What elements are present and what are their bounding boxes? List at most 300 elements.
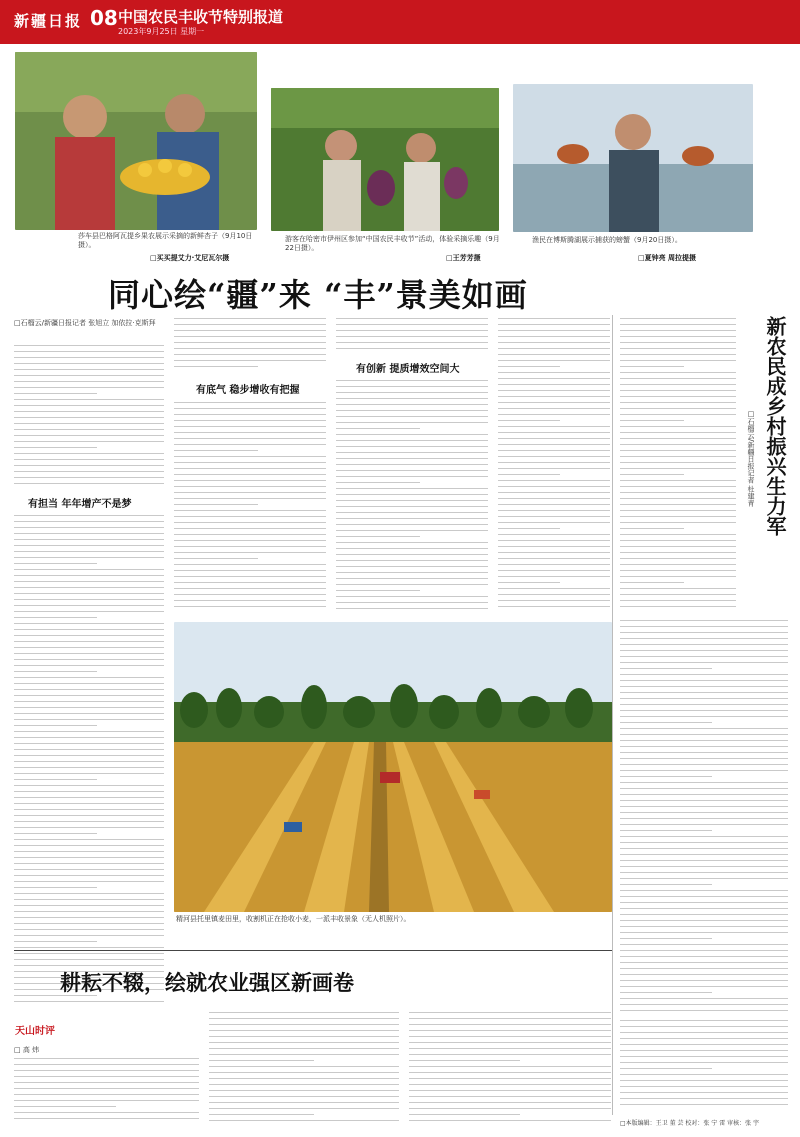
text-line <box>209 1066 399 1067</box>
text-line <box>620 492 736 493</box>
text-line <box>498 558 610 559</box>
text-line <box>14 575 164 576</box>
text-line <box>14 629 164 630</box>
text-line <box>209 1078 399 1079</box>
text-line <box>409 1018 611 1019</box>
text-line <box>336 452 488 453</box>
text-line <box>14 761 164 762</box>
text-line <box>620 1056 788 1057</box>
text-line <box>620 552 736 553</box>
text-line <box>620 432 736 433</box>
text-line <box>14 1100 199 1101</box>
text-line <box>209 1018 399 1019</box>
text-line <box>14 375 164 376</box>
text-line <box>409 1090 611 1091</box>
text-line <box>174 594 326 595</box>
text-line <box>14 731 164 732</box>
text-line <box>409 1078 611 1079</box>
text-line <box>14 581 164 582</box>
text-line <box>174 324 326 325</box>
text-line <box>409 1024 611 1025</box>
text-line <box>620 878 788 879</box>
text-line <box>336 404 488 405</box>
text-line <box>14 863 164 864</box>
text-line <box>336 482 420 483</box>
text-line <box>14 465 164 466</box>
newspaper-logo: 新疆日报 <box>14 12 83 30</box>
text-line <box>498 450 610 451</box>
text-line <box>409 1096 611 1097</box>
text-line <box>336 410 488 411</box>
text-line <box>14 701 164 702</box>
text-line <box>336 336 488 337</box>
text-line <box>209 1090 399 1091</box>
text-line <box>174 606 326 607</box>
text-line <box>498 456 610 457</box>
text-line <box>14 515 164 516</box>
text-line <box>498 540 610 541</box>
text-line <box>620 644 788 645</box>
article-body-column-1 <box>14 345 164 490</box>
text-line <box>620 782 788 783</box>
text-line <box>620 588 736 589</box>
article-body-column-3b <box>336 380 488 617</box>
article-body-column-3 <box>336 318 488 358</box>
text-line <box>174 540 326 541</box>
text-line <box>336 342 488 343</box>
article-body-column-2b <box>174 402 326 617</box>
text-line <box>14 1112 199 1113</box>
text-line <box>498 462 610 463</box>
commentary-headline: 耕耘不辍，绘就农业强区新画卷 <box>60 970 354 995</box>
text-line <box>409 1030 611 1031</box>
text-line <box>209 1108 399 1109</box>
text-line <box>498 474 560 475</box>
text-line <box>14 605 164 606</box>
text-line <box>620 1044 788 1045</box>
text-line <box>14 821 164 822</box>
text-line <box>174 432 326 433</box>
text-line <box>620 486 736 487</box>
text-line <box>498 546 610 547</box>
text-line <box>14 599 164 600</box>
text-line <box>620 932 788 933</box>
text-line <box>209 1030 399 1031</box>
text-line <box>498 372 610 373</box>
text-line <box>620 638 788 639</box>
text-line <box>620 444 736 445</box>
text-line <box>409 1066 611 1067</box>
text-line <box>620 576 736 577</box>
text-line <box>620 872 788 873</box>
text-line <box>14 1088 199 1089</box>
photo-apricot-farmers <box>15 52 257 230</box>
sidebar-byline: □石榴云/新疆日报记者 杜建青 <box>747 410 755 507</box>
text-line <box>14 905 164 906</box>
text-line <box>14 1058 199 1059</box>
text-line <box>14 719 164 720</box>
text-line <box>14 887 97 888</box>
text-line <box>14 959 164 960</box>
text-line <box>336 476 488 477</box>
text-line <box>620 980 788 981</box>
photo-caption: 精河县托里镇麦田里，收割机正在抢收小麦，一派丰收景象（无人机照片）。 <box>176 915 411 923</box>
text-line <box>498 444 610 445</box>
text-line <box>620 348 736 349</box>
text-line <box>14 1064 199 1065</box>
photo-caption: 游客在哈密市伊州区参加“中国农民丰收节”活动，体验采摘乐趣（9月22日摄）。 <box>285 235 500 252</box>
text-line <box>620 504 736 505</box>
text-line <box>14 417 164 418</box>
text-line <box>174 552 326 553</box>
text-line <box>336 434 488 435</box>
article-subhead: 有担当 年年增产不是梦 <box>28 499 132 510</box>
page-footer-editors: □本版编辑：王卫 董 芸 校对：张 宁 雷 审核：张 宇 <box>620 1120 760 1127</box>
text-line <box>14 767 164 768</box>
text-line <box>620 516 736 517</box>
text-line <box>336 348 488 349</box>
article-body-column-5 <box>620 318 736 617</box>
text-line <box>336 518 488 519</box>
text-line <box>620 950 788 951</box>
text-line <box>620 582 684 583</box>
text-line <box>620 830 712 831</box>
text-line <box>336 560 488 561</box>
text-line <box>620 1092 788 1093</box>
text-line <box>14 435 164 436</box>
text-line <box>209 1084 399 1085</box>
text-line <box>174 456 326 457</box>
text-line <box>620 606 736 607</box>
text-line <box>14 617 97 618</box>
text-line <box>498 366 560 367</box>
text-line <box>336 602 488 603</box>
photo-crab-harvest <box>513 84 753 232</box>
text-line <box>620 1032 788 1033</box>
text-line <box>336 386 488 387</box>
text-line <box>620 1050 788 1051</box>
text-line <box>14 563 97 564</box>
text-line <box>498 522 610 523</box>
text-line <box>174 564 326 565</box>
text-line <box>14 1106 116 1107</box>
text-line <box>336 524 488 525</box>
text-line <box>14 749 164 750</box>
text-line <box>174 510 326 511</box>
text-line <box>174 480 326 481</box>
text-line <box>620 794 788 795</box>
text-line <box>14 659 164 660</box>
text-line <box>620 522 736 523</box>
text-line <box>620 710 788 711</box>
text-line <box>620 468 736 469</box>
text-line <box>498 576 610 577</box>
text-line <box>174 360 326 361</box>
photo-grape-picking <box>271 88 499 231</box>
text-line <box>174 582 326 583</box>
text-line <box>620 528 684 529</box>
text-line <box>620 1104 788 1105</box>
text-line <box>498 534 610 535</box>
text-line <box>14 827 164 828</box>
text-line <box>620 438 736 439</box>
text-line <box>620 914 788 915</box>
text-line <box>174 474 326 475</box>
text-line <box>620 974 788 975</box>
text-line <box>620 354 736 355</box>
text-line <box>620 462 736 463</box>
text-line <box>14 357 164 358</box>
photo-credit: □王芳芳摄 <box>446 254 481 262</box>
text-line <box>174 588 326 589</box>
text-line <box>209 1024 399 1025</box>
text-line <box>620 366 684 367</box>
text-line <box>14 695 164 696</box>
text-line <box>620 534 736 535</box>
text-line <box>620 836 788 837</box>
text-line <box>620 336 736 337</box>
text-line <box>14 587 164 588</box>
text-line <box>14 785 164 786</box>
text-line <box>14 911 164 912</box>
text-line <box>620 632 788 633</box>
text-line <box>336 566 488 567</box>
text-line <box>174 576 326 577</box>
text-line <box>14 569 164 570</box>
text-line <box>620 866 788 867</box>
text-line <box>174 354 326 355</box>
text-line <box>498 420 560 421</box>
text-line <box>14 471 164 472</box>
text-line <box>620 668 712 669</box>
text-line <box>620 854 788 855</box>
text-line <box>336 470 488 471</box>
text-line <box>498 582 560 583</box>
text-line <box>174 516 326 517</box>
text-line <box>498 504 610 505</box>
text-line <box>209 1042 399 1043</box>
text-line <box>620 1026 788 1027</box>
text-line <box>14 1118 199 1119</box>
text-line <box>620 1098 788 1099</box>
divider <box>14 950 612 951</box>
text-line <box>14 527 164 528</box>
text-line <box>409 1048 611 1049</box>
text-line <box>336 554 488 555</box>
text-line <box>14 881 164 882</box>
text-line <box>14 533 164 534</box>
text-line <box>409 1054 611 1055</box>
text-line <box>620 812 788 813</box>
text-line <box>620 384 736 385</box>
text-line <box>498 594 610 595</box>
text-line <box>620 402 736 403</box>
text-line <box>14 477 164 478</box>
text-line <box>14 875 164 876</box>
text-line <box>409 1084 611 1085</box>
article-subhead: 有创新 提质增效空间大 <box>356 364 460 375</box>
text-line <box>620 770 788 771</box>
text-line <box>14 399 164 400</box>
text-line <box>620 318 736 319</box>
text-line <box>620 594 736 595</box>
text-line <box>620 896 788 897</box>
text-line <box>14 635 164 636</box>
text-line <box>498 552 610 553</box>
text-line <box>498 480 610 481</box>
text-line <box>14 773 164 774</box>
text-line <box>14 677 164 678</box>
text-line <box>620 884 712 885</box>
text-line <box>620 600 736 601</box>
text-line <box>620 626 788 627</box>
text-line <box>336 500 488 501</box>
text-line <box>498 348 610 349</box>
text-line <box>336 398 488 399</box>
text-line <box>620 450 736 451</box>
text-line <box>174 558 258 559</box>
text-line <box>620 926 788 927</box>
text-line <box>14 429 164 430</box>
text-line <box>498 588 610 589</box>
text-line <box>498 492 610 493</box>
article-byline: □石榴云/新疆日报记者 张旭立 加依拉·克斯拜 <box>14 319 156 327</box>
text-line <box>498 426 610 427</box>
text-line <box>14 1001 164 1002</box>
text-line <box>174 486 326 487</box>
text-line <box>174 546 326 547</box>
text-line <box>498 516 610 517</box>
text-line <box>14 935 164 936</box>
text-line <box>209 1096 399 1097</box>
text-line <box>14 453 164 454</box>
text-line <box>620 986 788 987</box>
text-line <box>620 408 736 409</box>
text-line <box>14 803 164 804</box>
text-line <box>14 411 164 412</box>
text-line <box>14 833 97 834</box>
text-line <box>14 653 164 654</box>
text-line <box>336 422 488 423</box>
text-line <box>620 1074 788 1075</box>
text-line <box>620 426 736 427</box>
text-line <box>336 608 488 609</box>
text-line <box>498 354 610 355</box>
text-line <box>336 428 420 429</box>
text-line <box>209 1048 399 1049</box>
text-line <box>336 392 488 393</box>
text-line <box>620 656 788 657</box>
text-line <box>498 336 610 337</box>
text-line <box>14 965 164 966</box>
text-line <box>174 600 326 601</box>
text-line <box>620 824 788 825</box>
text-line <box>620 716 788 717</box>
text-line <box>620 564 736 565</box>
text-line <box>14 755 164 756</box>
text-line <box>498 510 610 511</box>
text-line <box>409 1060 520 1061</box>
text-line <box>620 540 736 541</box>
text-line <box>14 809 164 810</box>
text-line <box>336 446 488 447</box>
text-line <box>14 707 164 708</box>
text-line <box>14 441 164 442</box>
text-line <box>174 348 326 349</box>
text-line <box>620 746 788 747</box>
article-subhead: 有底气 稳步增收有把握 <box>196 385 300 396</box>
text-line <box>336 318 488 319</box>
text-line <box>209 1102 399 1103</box>
text-line <box>14 1094 199 1095</box>
text-line <box>620 734 788 735</box>
text-line <box>14 351 164 352</box>
text-line <box>174 450 258 451</box>
text-line <box>620 420 684 421</box>
text-line <box>620 650 788 651</box>
commentary-byline: □ 高 炜 <box>14 1046 40 1054</box>
text-line <box>620 902 788 903</box>
text-line <box>336 494 488 495</box>
text-line <box>14 743 164 744</box>
text-line <box>14 917 164 918</box>
text-line <box>620 752 788 753</box>
text-line <box>498 390 610 391</box>
text-line <box>14 953 164 954</box>
text-line <box>498 384 610 385</box>
text-line <box>620 570 736 571</box>
text-line <box>620 1080 788 1081</box>
text-line <box>620 324 736 325</box>
text-line <box>620 998 788 999</box>
text-line <box>209 1120 399 1121</box>
text-line <box>14 797 164 798</box>
text-line <box>14 393 97 394</box>
text-line <box>620 764 788 765</box>
text-line <box>620 558 736 559</box>
issue-date: 2023年9月25日 星期一 <box>118 27 205 36</box>
text-line <box>620 692 788 693</box>
text-line <box>620 498 736 499</box>
text-line <box>336 536 420 537</box>
text-line <box>409 1108 611 1109</box>
text-line <box>14 1082 199 1083</box>
text-line <box>14 857 164 858</box>
text-line <box>620 330 736 331</box>
article-body-column-1b <box>14 515 164 1010</box>
photo-caption: 渔民在博斯腾湖展示捕获的螃蟹（9月20日摄）。 <box>532 236 682 244</box>
sidebar-headline: 新农民成乡村振兴生力军 <box>763 316 787 536</box>
text-line <box>620 372 736 373</box>
text-line <box>174 570 326 571</box>
text-line <box>620 1086 788 1087</box>
text-line <box>498 486 610 487</box>
text-line <box>620 848 788 849</box>
text-line <box>498 318 610 319</box>
text-line <box>620 740 788 741</box>
text-line <box>620 800 788 801</box>
text-line <box>336 548 488 549</box>
text-line <box>620 890 788 891</box>
text-line <box>174 414 326 415</box>
text-line <box>336 416 488 417</box>
text-line <box>14 381 164 382</box>
text-line <box>174 420 326 421</box>
text-line <box>14 545 164 546</box>
text-line <box>14 405 164 406</box>
text-line <box>14 423 164 424</box>
text-line <box>14 387 164 388</box>
